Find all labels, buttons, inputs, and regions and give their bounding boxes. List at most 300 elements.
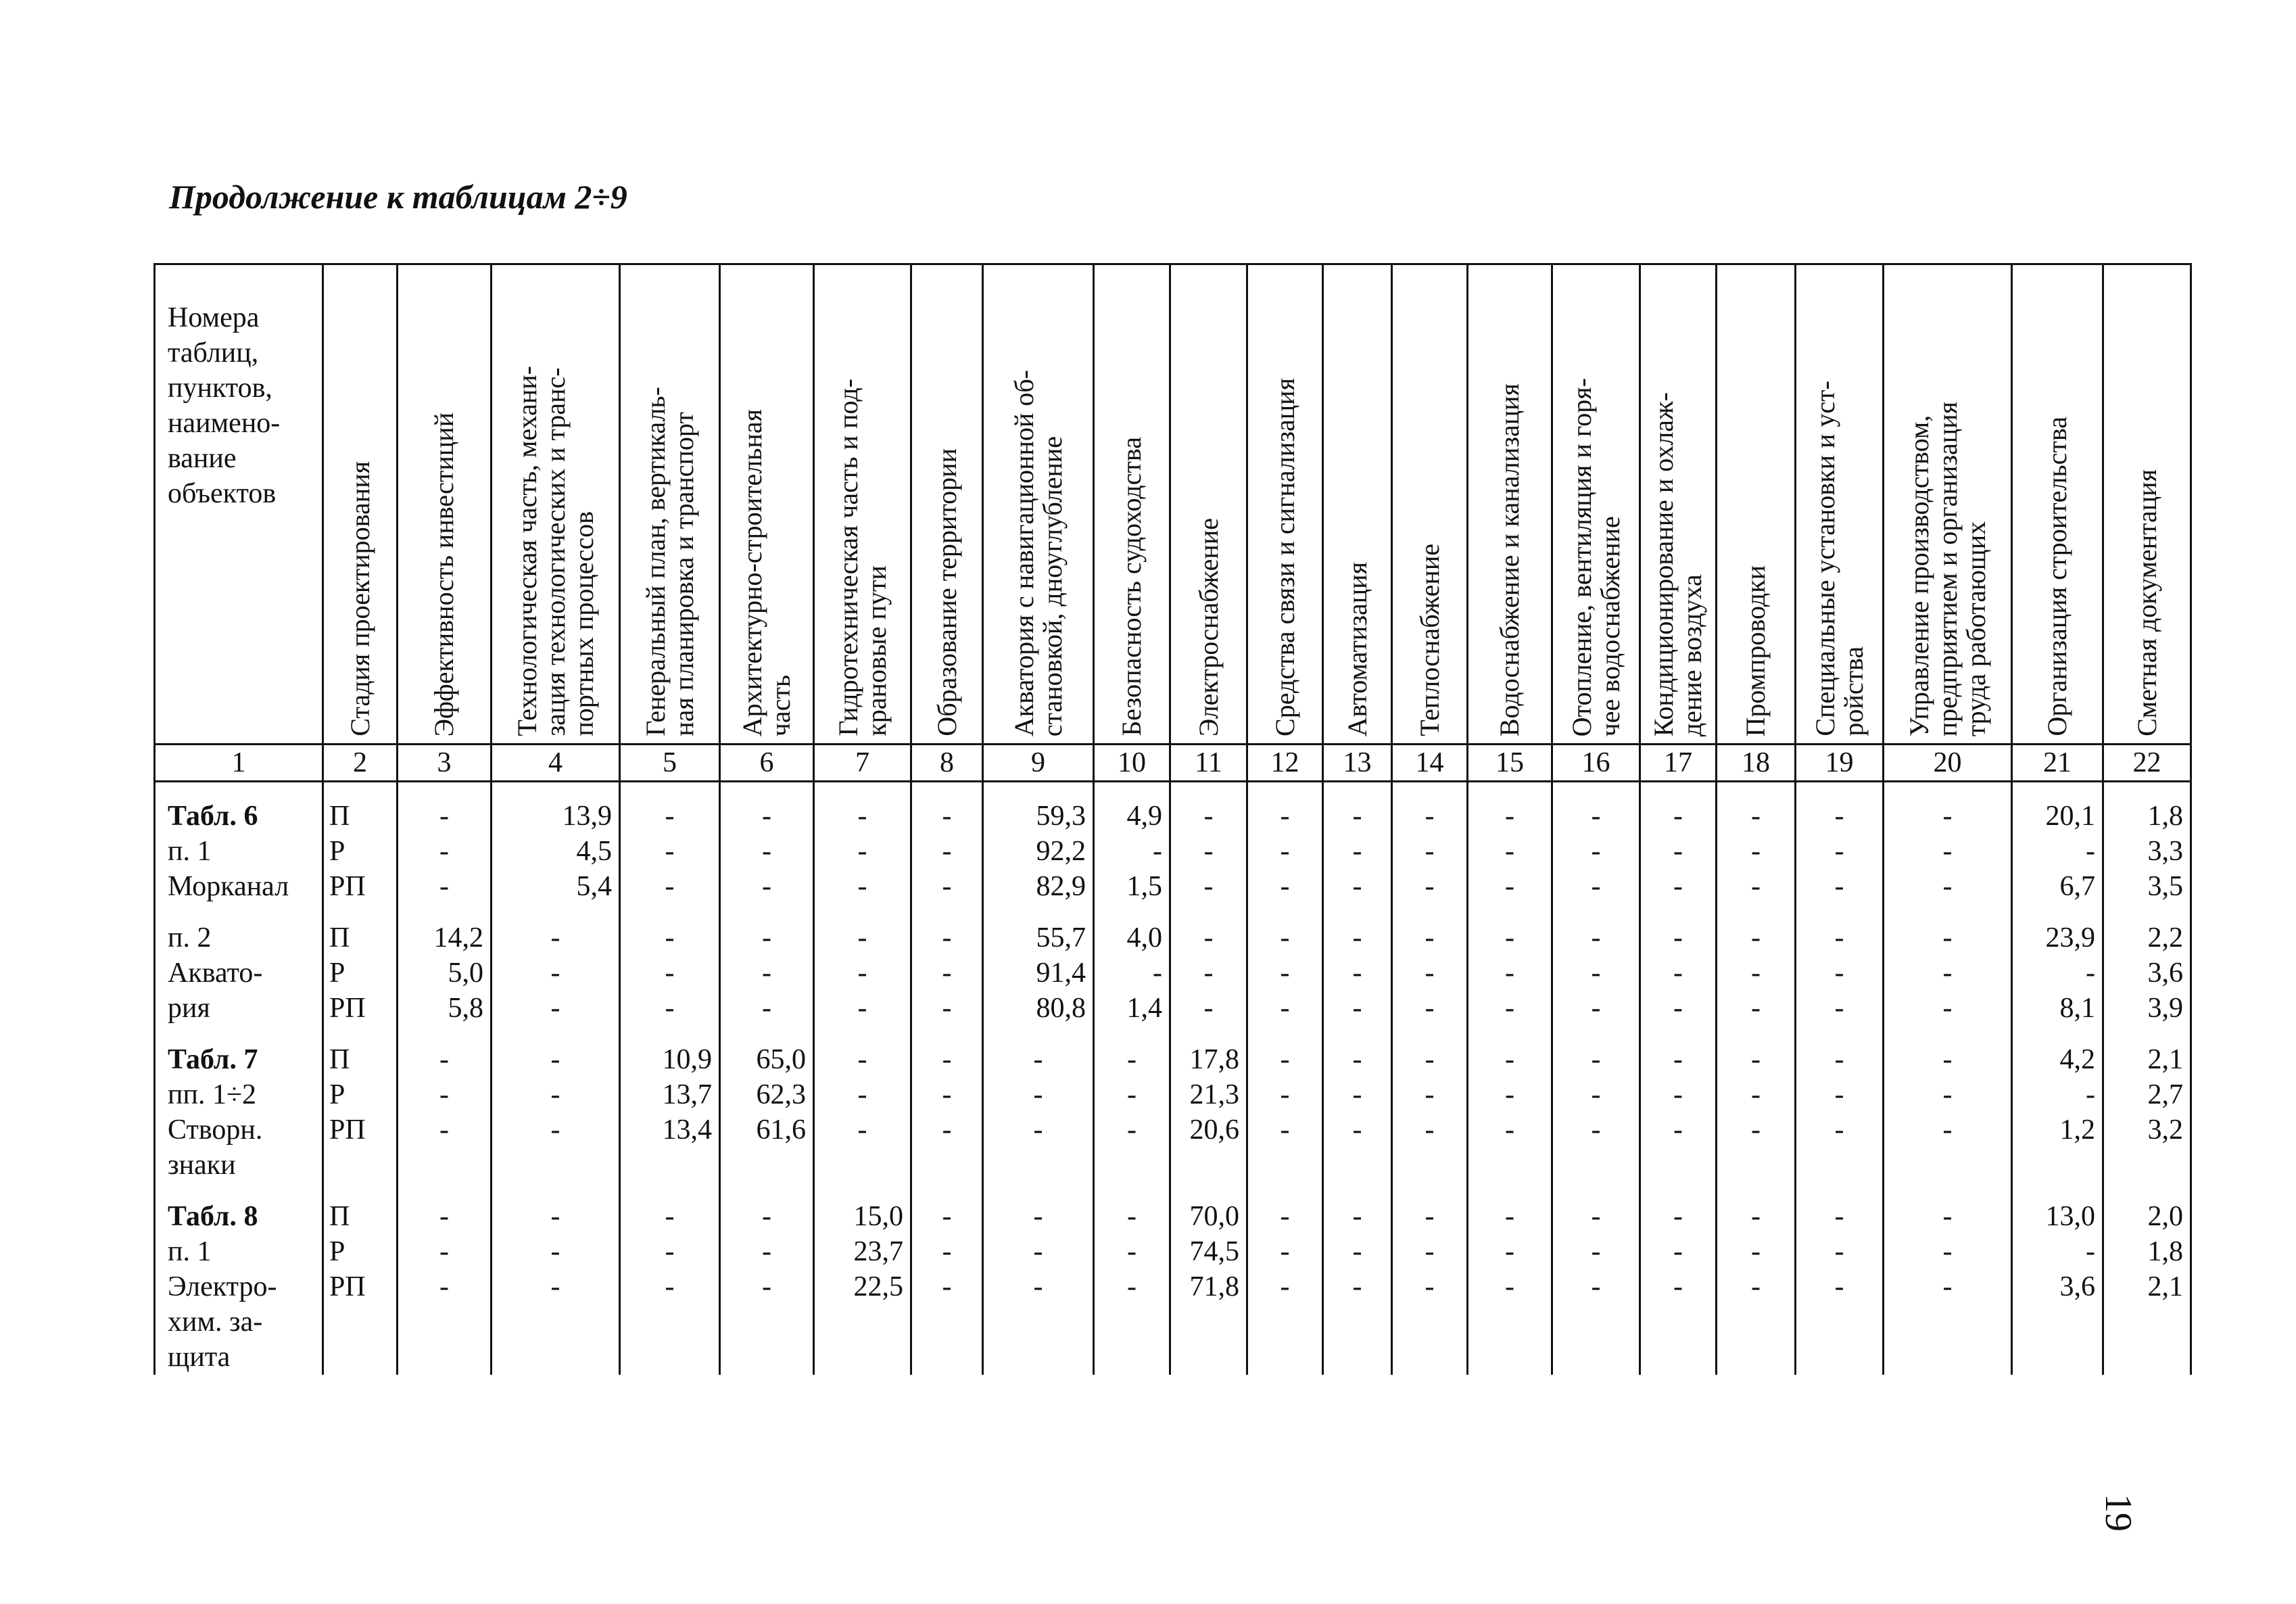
table-cell-value: - bbox=[1505, 836, 1514, 867]
table-row-group bbox=[155, 904, 2191, 1026]
table-cell-value: 10,9 bbox=[662, 1044, 712, 1075]
table-cell-value: - bbox=[1203, 801, 1214, 832]
table-cell-value: - bbox=[1834, 1236, 1844, 1267]
column-number: 5 bbox=[620, 745, 720, 782]
table-cell-value: - bbox=[439, 836, 449, 867]
value-cell bbox=[2012, 782, 2103, 905]
table-cell-value: - bbox=[2086, 1079, 2095, 1110]
column-header bbox=[1392, 264, 1468, 745]
page-title: Продолжение к таблицам 2÷9 bbox=[169, 178, 627, 216]
column-header-label: Архитектурно-строительная часть bbox=[737, 408, 796, 736]
table-cell-value: 1,4 bbox=[1126, 993, 1162, 1024]
value-cell bbox=[1884, 1183, 2012, 1375]
table-cell-value: - bbox=[942, 993, 952, 1024]
object-name-line: щита bbox=[168, 1342, 231, 1373]
table-cell-value: - bbox=[1352, 1271, 1362, 1302]
value-cell bbox=[814, 904, 911, 1026]
table-cell-value: - bbox=[550, 993, 560, 1024]
value-cell bbox=[1170, 1026, 1247, 1183]
table-row-group bbox=[155, 1183, 2191, 1375]
table-cell-value: - bbox=[1425, 922, 1435, 953]
value-cell bbox=[2012, 1183, 2103, 1375]
table-cell-value: - bbox=[942, 922, 952, 953]
table-cell-value: - bbox=[762, 836, 771, 867]
table-cell-value: 82,9 bbox=[1036, 871, 1086, 902]
table-cell-value: - bbox=[1505, 1114, 1514, 1146]
column-number: 22 bbox=[2103, 745, 2191, 782]
value-cell bbox=[398, 1183, 492, 1375]
table-cell-value: - bbox=[857, 1044, 867, 1075]
table-cell-value: 2,2 bbox=[2147, 922, 2183, 953]
stage-value: РП bbox=[329, 871, 366, 902]
table-cell-value: - bbox=[762, 993, 771, 1024]
table-cell-value: - bbox=[1127, 1236, 1137, 1267]
table-cell-value: 71,8 bbox=[1189, 1271, 1239, 1302]
table-cell-value: 74,5 bbox=[1189, 1236, 1239, 1267]
value-cell bbox=[398, 782, 492, 905]
value-cell bbox=[620, 1183, 720, 1375]
value-cell bbox=[620, 782, 720, 905]
table-cell-value: 92,2 bbox=[1036, 836, 1086, 867]
table-cell-value: 21,3 bbox=[1189, 1079, 1239, 1110]
column-header-label: Технологическая часть, механи- зация технологических и транс- портных процессов bbox=[511, 366, 599, 736]
table-cell-value: 3,5 bbox=[2147, 871, 2183, 902]
table-cell-value: - bbox=[1591, 871, 1601, 902]
value-cell bbox=[1094, 904, 1170, 1026]
value-cell bbox=[1247, 904, 1323, 1026]
value-cell bbox=[1796, 904, 1884, 1026]
table-cell-value: - bbox=[762, 1236, 771, 1267]
table-cell-value: - bbox=[1751, 1044, 1761, 1075]
table-cell-value: - bbox=[665, 871, 675, 902]
table-cell-value: - bbox=[942, 1201, 952, 1232]
table-cell-value: - bbox=[665, 1201, 675, 1232]
table-cell-value: 65,0 bbox=[756, 1044, 806, 1075]
table-cell-value: - bbox=[1505, 1044, 1514, 1075]
table-cell-value: - bbox=[550, 1201, 560, 1232]
table-cell-value: - bbox=[1751, 1201, 1761, 1232]
table-cell-value: - bbox=[665, 801, 675, 832]
value-cell bbox=[398, 1026, 492, 1183]
table-cell-value: - bbox=[1591, 993, 1601, 1024]
column-number: 12 bbox=[1247, 745, 1323, 782]
object-name-line: Аквато- bbox=[168, 958, 263, 989]
table-cell-value: - bbox=[1942, 1079, 1953, 1110]
table-cell-value: - bbox=[857, 922, 867, 953]
stage-cell bbox=[323, 782, 398, 905]
value-cell bbox=[720, 904, 814, 1026]
value-cell bbox=[983, 1026, 1094, 1183]
header-object-line: Номера bbox=[168, 302, 260, 333]
column-header bbox=[983, 264, 1094, 745]
object-name-line: рия bbox=[168, 993, 210, 1024]
table-cell-value: - bbox=[1834, 1079, 1844, 1110]
value-cell bbox=[492, 904, 620, 1026]
table-cell-value: - bbox=[942, 958, 952, 989]
column-number: 10 bbox=[1094, 745, 1170, 782]
table-cell-value: - bbox=[1505, 1201, 1514, 1232]
column-number-row bbox=[155, 745, 2191, 782]
value-cell bbox=[2103, 1183, 2191, 1375]
table-cell-value: - bbox=[857, 1114, 867, 1146]
table-cell-value: - bbox=[1591, 836, 1601, 867]
value-cell bbox=[720, 782, 814, 905]
column-header-label: Автоматизация bbox=[1341, 561, 1372, 736]
value-cell bbox=[1640, 782, 1717, 905]
table-cell-value: - bbox=[1425, 1114, 1435, 1146]
object-name-line: хим. за- bbox=[168, 1306, 263, 1338]
value-cell bbox=[1170, 904, 1247, 1026]
table-cell-value: 1,5 bbox=[1126, 871, 1162, 902]
table-cell-value: - bbox=[1751, 1271, 1761, 1302]
table-cell-value: - bbox=[1834, 1201, 1844, 1232]
value-cell bbox=[2103, 904, 2191, 1026]
value-cell bbox=[814, 1183, 911, 1375]
table-cell-value: - bbox=[1425, 1271, 1435, 1302]
value-cell bbox=[1717, 904, 1796, 1026]
table-row-group bbox=[155, 1026, 2191, 1183]
table-cell-value: - bbox=[1591, 1079, 1601, 1110]
value-cell bbox=[1170, 1183, 1247, 1375]
column-number: 2 bbox=[323, 745, 398, 782]
table-cell-value: 4,9 bbox=[1126, 801, 1162, 832]
value-cell bbox=[720, 1026, 814, 1183]
column-header-label: Эффективность инвестиций bbox=[429, 412, 459, 736]
table-cell-value: - bbox=[942, 1236, 952, 1267]
table-cell-value: - bbox=[1203, 836, 1214, 867]
table-cell-value: - bbox=[942, 1044, 952, 1075]
value-cell bbox=[1247, 1183, 1323, 1375]
table-cell-value: - bbox=[1280, 1044, 1290, 1075]
value-cell bbox=[1796, 1026, 1884, 1183]
stage-value: РП bbox=[329, 1114, 366, 1146]
value-cell bbox=[1392, 782, 1468, 905]
column-number: 14 bbox=[1392, 745, 1468, 782]
table-cell-value: - bbox=[1127, 1079, 1137, 1110]
value-cell bbox=[814, 1026, 911, 1183]
value-cell bbox=[1717, 1026, 1796, 1183]
table-cell-value: - bbox=[942, 1271, 952, 1302]
table-cell-value: 13,0 bbox=[2045, 1201, 2095, 1232]
table-cell-value: - bbox=[550, 958, 560, 989]
object-name-line: Морканал bbox=[168, 871, 289, 902]
column-header bbox=[1796, 264, 1884, 745]
stage-value: Р bbox=[329, 836, 345, 867]
object-name-line: Табл. 7 bbox=[168, 1044, 258, 1075]
table-cell-value: - bbox=[439, 1236, 449, 1267]
table-cell-value: 13,7 bbox=[662, 1079, 712, 1110]
table-cell-value: - bbox=[1591, 1114, 1601, 1146]
table-cell-value: - bbox=[1425, 1201, 1435, 1232]
value-cell bbox=[1094, 782, 1170, 905]
data-table bbox=[153, 263, 2192, 1375]
column-header-label: Электроснабжение bbox=[1193, 517, 1224, 736]
table-cell-value: - bbox=[1591, 1044, 1601, 1075]
value-cell bbox=[1247, 1026, 1323, 1183]
table-cell-value: - bbox=[1280, 993, 1290, 1024]
column-header bbox=[323, 264, 398, 745]
table-cell-value: - bbox=[1673, 801, 1683, 832]
table-cell-value: 3,2 bbox=[2147, 1114, 2183, 1146]
table-cell-value: 4,2 bbox=[2059, 1044, 2095, 1075]
value-cell bbox=[1468, 904, 1552, 1026]
table-cell-value: - bbox=[1127, 1114, 1137, 1146]
column-header-label: Водоснабжение и канализация bbox=[1494, 383, 1525, 736]
table-cell-value: - bbox=[1352, 1201, 1362, 1232]
table-cell-value: - bbox=[1425, 871, 1435, 902]
value-cell bbox=[1323, 1026, 1392, 1183]
table-cell-value: - bbox=[1352, 1044, 1362, 1075]
table-cell-value: - bbox=[1425, 993, 1435, 1024]
value-cell bbox=[492, 1026, 620, 1183]
table-cell-value: - bbox=[1751, 993, 1761, 1024]
table-cell-value: 14,2 bbox=[433, 922, 483, 953]
column-header-label: Акватория с навигационной об- становкой, дноуглубление bbox=[1008, 369, 1068, 736]
table-cell-value: - bbox=[665, 1236, 675, 1267]
table-cell-value: 8,1 bbox=[2059, 993, 2095, 1024]
table-cell-value: 2,0 bbox=[2147, 1201, 2183, 1232]
table-cell-value: 5,4 bbox=[576, 871, 612, 902]
table-cell-value: - bbox=[1505, 993, 1514, 1024]
table-cell-value: - bbox=[1352, 801, 1362, 832]
table-cell-value: - bbox=[665, 958, 675, 989]
table-cell-value: - bbox=[1505, 801, 1514, 832]
table-cell-value: - bbox=[1280, 958, 1290, 989]
value-cell bbox=[983, 1183, 1094, 1375]
object-cell bbox=[155, 904, 323, 1026]
table-cell-value: - bbox=[665, 993, 675, 1024]
table-cell-value: - bbox=[1673, 922, 1683, 953]
table-cell-value: - bbox=[1425, 801, 1435, 832]
table-cell-value: - bbox=[1673, 1079, 1683, 1110]
table-cell-value: - bbox=[1751, 1079, 1761, 1110]
stage-value: Р bbox=[329, 958, 345, 989]
table-cell-value: - bbox=[1591, 958, 1601, 989]
column-header bbox=[1468, 264, 1552, 745]
object-name-line: Створн. bbox=[168, 1114, 263, 1146]
table-cell-value: - bbox=[1425, 836, 1435, 867]
table-cell-value: - bbox=[1834, 801, 1844, 832]
table-cell-value: - bbox=[1673, 1044, 1683, 1075]
value-cell bbox=[1552, 1026, 1640, 1183]
table-cell-value: - bbox=[1942, 993, 1953, 1024]
table-cell-value: 22,5 bbox=[853, 1271, 903, 1302]
table-cell-value: - bbox=[439, 871, 449, 902]
column-header bbox=[1552, 264, 1640, 745]
column-header bbox=[911, 264, 983, 745]
column-header-label: Генеральный план, вертикаль- ная планировка и транспорт bbox=[640, 387, 699, 736]
table-cell-value: - bbox=[857, 871, 867, 902]
table-cell-value: - bbox=[1751, 958, 1761, 989]
table-cell-value: - bbox=[1942, 801, 1953, 832]
stage-value: РП bbox=[329, 1271, 366, 1302]
value-cell bbox=[492, 782, 620, 905]
table-cell-value: - bbox=[1505, 1079, 1514, 1110]
column-number: 21 bbox=[2012, 745, 2103, 782]
table-cell-value: - bbox=[1834, 871, 1844, 902]
table-cell-value: - bbox=[1505, 922, 1514, 953]
column-number: 20 bbox=[1884, 745, 2012, 782]
table-cell-value: - bbox=[1591, 922, 1601, 953]
table-cell-value: - bbox=[1673, 836, 1683, 867]
stage-value: РП bbox=[329, 993, 366, 1024]
table-cell-value: - bbox=[857, 1079, 867, 1110]
value-cell bbox=[2103, 782, 2191, 905]
table-cell-value: - bbox=[762, 922, 771, 953]
table-cell-value: - bbox=[1942, 958, 1953, 989]
value-cell bbox=[1468, 1026, 1552, 1183]
table-cell-value: - bbox=[1942, 1271, 1953, 1302]
table-cell-value: 61,6 bbox=[756, 1114, 806, 1146]
column-header-label: Отопление, вентиляция и горя- чее водоснабжение bbox=[1566, 377, 1625, 736]
table-cell-value: 3,3 bbox=[2147, 836, 2183, 867]
table-cell-value: 70,0 bbox=[1189, 1201, 1239, 1232]
table-cell-value: - bbox=[550, 1271, 560, 1302]
table-cell-value: - bbox=[1425, 958, 1435, 989]
table-cell-value: - bbox=[1352, 1079, 1362, 1110]
table-cell-value: - bbox=[1942, 871, 1953, 902]
table-cell-value: - bbox=[1834, 836, 1844, 867]
table-cell-value: - bbox=[439, 801, 449, 832]
table-cell-value: 2,1 bbox=[2147, 1271, 2183, 1302]
table-cell-value: - bbox=[439, 1114, 449, 1146]
table-cell-value: - bbox=[1280, 801, 1290, 832]
table-cell-value: - bbox=[1280, 1079, 1290, 1110]
value-cell bbox=[1552, 1183, 1640, 1375]
value-cell bbox=[620, 1026, 720, 1183]
table-cell-value: - bbox=[1673, 1114, 1683, 1146]
value-cell bbox=[1884, 904, 2012, 1026]
value-cell bbox=[1884, 782, 2012, 905]
column-header bbox=[814, 264, 911, 745]
column-number: 18 bbox=[1717, 745, 1796, 782]
table-cell-value: - bbox=[550, 1044, 560, 1075]
table-cell-value: - bbox=[857, 958, 867, 989]
column-header bbox=[2103, 264, 2191, 745]
table-cell-value: - bbox=[550, 1079, 560, 1110]
table-cell-value: - bbox=[1127, 1271, 1137, 1302]
table-cell-value: - bbox=[1153, 836, 1162, 867]
column-header bbox=[492, 264, 620, 745]
table-cell-value: - bbox=[1352, 1114, 1362, 1146]
table-cell-value: 5,8 bbox=[448, 993, 483, 1024]
column-header bbox=[620, 264, 720, 745]
column-number: 16 bbox=[1552, 745, 1640, 782]
table-cell-value: - bbox=[1942, 1201, 1953, 1232]
table-cell-value: 3,6 bbox=[2147, 958, 2183, 989]
header-object-line: вание bbox=[168, 443, 237, 474]
table-cell-value: - bbox=[1942, 1044, 1953, 1075]
table-cell-value: - bbox=[665, 922, 675, 953]
table-cell-value: - bbox=[1673, 1236, 1683, 1267]
table-cell-value: 13,9 bbox=[562, 801, 612, 832]
table-cell-value: 20,1 bbox=[2045, 801, 2095, 832]
table-cell-value: - bbox=[439, 1271, 449, 1302]
value-cell bbox=[1552, 904, 1640, 1026]
table-cell-value: - bbox=[1751, 836, 1761, 867]
table-cell-value: - bbox=[1834, 1271, 1844, 1302]
table-cell-value: - bbox=[1033, 1236, 1043, 1267]
column-header bbox=[2012, 264, 2103, 745]
value-cell bbox=[620, 904, 720, 1026]
table-cell-value: - bbox=[762, 1201, 771, 1232]
table-cell-value: 15,0 bbox=[853, 1201, 903, 1232]
column-header bbox=[1884, 264, 2012, 745]
column-header-label: Безопасность судоходства bbox=[1116, 437, 1147, 736]
table-cell-value: - bbox=[1673, 993, 1683, 1024]
value-cell bbox=[1392, 1026, 1468, 1183]
table-cell-value: - bbox=[1033, 1044, 1043, 1075]
page-number: 19 bbox=[2097, 1494, 2139, 1532]
table-cell-value: - bbox=[1203, 993, 1214, 1024]
table-cell-value: 55,7 bbox=[1036, 922, 1086, 953]
value-cell bbox=[1796, 782, 1884, 905]
table-cell-value: 91,4 bbox=[1036, 958, 1086, 989]
object-cell bbox=[155, 1026, 323, 1183]
value-cell bbox=[1717, 1183, 1796, 1375]
table-cell-value: - bbox=[1673, 1201, 1683, 1232]
object-name-line: Табл. 8 bbox=[168, 1201, 258, 1232]
table-cell-value: - bbox=[550, 922, 560, 953]
table-cell-value: - bbox=[1352, 836, 1362, 867]
table-cell-value: - bbox=[550, 1114, 560, 1146]
table-cell-value: 3,9 bbox=[2147, 993, 2183, 1024]
value-cell bbox=[1323, 1183, 1392, 1375]
column-header bbox=[1323, 264, 1392, 745]
table-row-group bbox=[155, 782, 2191, 905]
table-cell-value: - bbox=[1834, 1044, 1844, 1075]
table-cell-value: - bbox=[1834, 922, 1844, 953]
value-cell bbox=[1640, 904, 1717, 1026]
value-cell bbox=[1392, 904, 1468, 1026]
table-cell-value: 2,1 bbox=[2147, 1044, 2183, 1075]
header-object-line: пунктов, bbox=[168, 373, 272, 404]
table-cell-value: - bbox=[762, 958, 771, 989]
value-cell bbox=[2012, 1026, 2103, 1183]
table-cell-value: - bbox=[1280, 922, 1290, 953]
table-cell-value: - bbox=[1127, 1201, 1137, 1232]
value-cell bbox=[1247, 782, 1323, 905]
column-header-label: Стадия проектирования bbox=[344, 461, 375, 736]
column-header bbox=[1094, 264, 1170, 745]
table-cell-value: - bbox=[439, 1044, 449, 1075]
table-cell-value: - bbox=[1352, 993, 1362, 1024]
stage-value: Р bbox=[329, 1236, 345, 1267]
stage-cell bbox=[323, 904, 398, 1026]
column-header-label: Гидротехническая часть и под- крановые пути bbox=[832, 379, 892, 736]
table-cell-value: - bbox=[1505, 871, 1514, 902]
table-cell-value: - bbox=[1942, 1114, 1953, 1146]
column-header-label: Промпроводки bbox=[1740, 565, 1771, 736]
table-cell-value: - bbox=[1352, 958, 1362, 989]
table-cell-value: 6,7 bbox=[2059, 871, 2095, 902]
object-name-line: п. 1 bbox=[168, 836, 212, 867]
table-cell-value: - bbox=[2086, 958, 2095, 989]
table-cell-value: - bbox=[857, 993, 867, 1024]
table-cell-value: - bbox=[1425, 1079, 1435, 1110]
value-cell bbox=[911, 1026, 983, 1183]
column-header-label: Теплоснабжение bbox=[1414, 544, 1445, 736]
stage-cell bbox=[323, 1183, 398, 1375]
column-header-label: Организация строительства bbox=[2042, 417, 2072, 736]
table-cell-value: - bbox=[1425, 1044, 1435, 1075]
table-cell-value: - bbox=[439, 1201, 449, 1232]
table-cell-value: - bbox=[1751, 801, 1761, 832]
object-name-line: п. 1 bbox=[168, 1236, 212, 1267]
column-number: 3 bbox=[398, 745, 492, 782]
column-number: 17 bbox=[1640, 745, 1717, 782]
table-cell-value: - bbox=[1834, 958, 1844, 989]
